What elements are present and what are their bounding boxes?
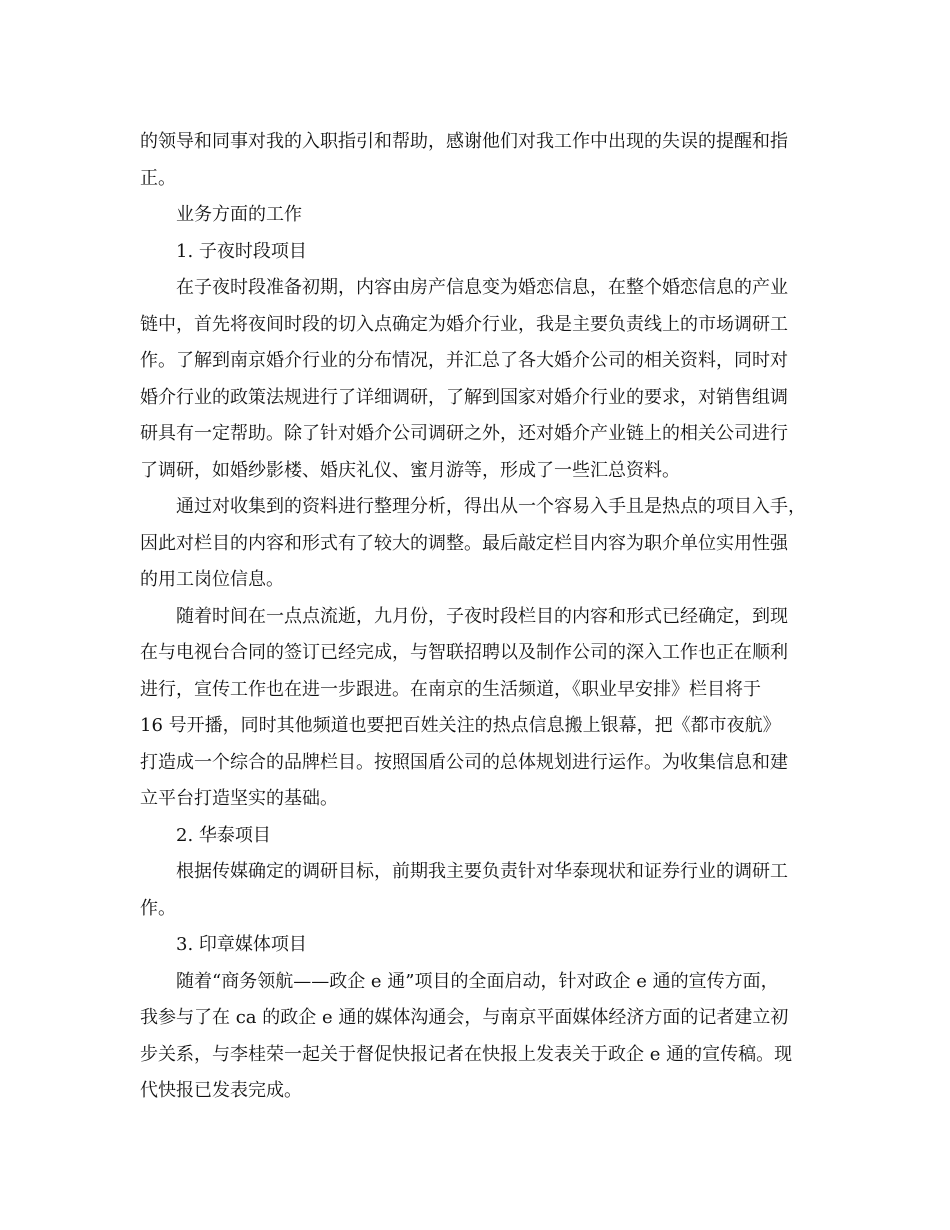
text-line: 根据传媒确定的调研目标，前期我主要负责针对华泰现状和证券行业的调研工: [176, 861, 788, 882]
text-line: 立平台打造坚实的基础。: [140, 788, 338, 809]
text-line: 作。: [140, 897, 176, 919]
text-line: 3. 印章媒体项目: [176, 934, 307, 955]
text-line: 因此对栏目的内容和形式有了较大的调整。最后敲定栏目内容为职介单位实用性强: [140, 532, 788, 554]
text-line: 我参与了在 ca 的政企 e 通的媒体沟通会，与南京平面媒体经济方面的记者建立初: [140, 1007, 789, 1028]
text-line: 16 号开播，同时其他频道也要把百姓关注的热点信息搬上银幕，把《都市夜航》: [140, 715, 781, 736]
text-line: 研具有一定帮助。除了针对婚介公司调研之外，还对婚介产业链上的相关公司进行: [140, 423, 788, 444]
text-line: 业务方面的工作: [176, 204, 302, 225]
text-line: 随着“商务领航——政企 e 通”项目的全面启动，针对政企 e 通的宣传方面，: [176, 970, 779, 992]
text-line: 进行，宣传工作也在进一步跟进。在南京的生活频道，《职业早安排》栏目将于: [140, 678, 761, 700]
text-line: 代快报已发表完成。: [140, 1080, 302, 1101]
text-line: 链中，首先将夜间时段的切入点确定为婚介行业，我是主要负责线上的市场调研工: [140, 313, 788, 335]
text-line: 打造成一个综合的品牌栏目。按照国盾公司的总体规划进行运作。为收集信息和建: [140, 751, 788, 773]
text-line: 婚介行业的政策法规进行了详细调研，了解到国家对婚介行业的要求，对销售组调: [140, 386, 788, 408]
text-line: 在与电视台合同的签订已经完成，与智联招聘以及制作公司的深入工作也正在顺利: [140, 642, 788, 663]
text-line: 步关系，与李桂荣一起关于督促快报记者在快报上发表关于政企 e 通的宣传稿。现: [140, 1043, 793, 1065]
text-line: 了调研，如婚纱影楼、婚庆礼仪、蜜月游等，形成了一些汇总资料。: [140, 459, 680, 481]
text-line: 的用工岗位信息。: [140, 569, 284, 590]
text-line: 正。: [140, 167, 176, 189]
text-line: 随着时间在一点点流逝，九月份，子夜时段栏目的内容和形式已经确定，到现: [176, 605, 788, 627]
text-line: 的领导和同事对我的入职指引和帮助，感谢他们对我工作中出现的失误的提醒和指: [140, 131, 788, 152]
text-line: 在子夜时段准备初期，内容由房产信息变为婚恋信息，在整个婚恋信息的产业: [176, 277, 788, 298]
text-line: 2. 华泰项目: [176, 824, 271, 846]
text-line: 作。了解到南京婚介行业的分布情况，并汇总了各大婚介公司的相关资料，同时对: [140, 350, 788, 371]
text-line: 通过对收集到的资料进行整理分析，得出从一个容易入手且是热点的项目入手，: [176, 496, 806, 517]
text-line: 1. 子夜时段项目: [176, 240, 307, 262]
